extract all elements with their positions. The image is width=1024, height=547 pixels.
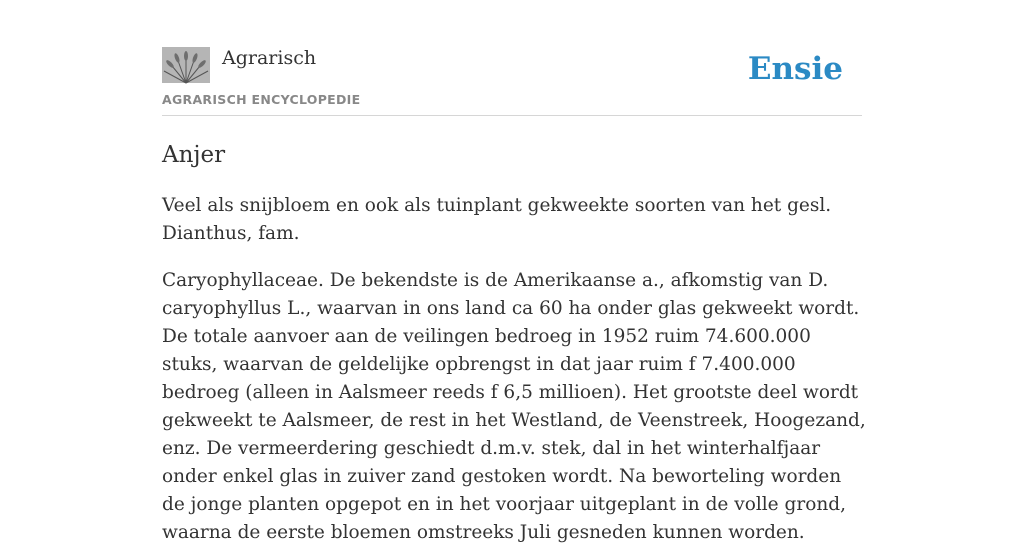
- source-name[interactable]: Agrarisch: [222, 47, 317, 69]
- brand-logo[interactable]: Ensie: [747, 51, 843, 87]
- content-column: [162, 0, 866, 543]
- article-title: Anjer: [162, 142, 226, 168]
- source-subtitle[interactable]: AGRARISCH ENCYCLOPEDIE: [162, 92, 361, 107]
- header: [162, 0, 862, 116]
- article-paragraph: Veel als snijbloem en ook als tuinplant gekweekte soorten van het gesl. Dianthus, fam.: [162, 195, 832, 244]
- wheat-engraving-icon[interactable]: [162, 47, 210, 83]
- article-paragraph: Caryophyllaceae. De bekendste is de Amerikaanse a., afkomstig van D. caryophyllus L., waarvan in ons land ca 60 ha onder glas gekweekt wordt. De totale aanvoer aan de veilingen bedroeg in 1952 ruim 74.600.000 stuks, waarvan de geldelijke opbrengst in dat jaar ruim f 7.400.000 bedroeg (alleen in Aalsmeer reeds f 6,5 millioen). Het grootste deel wordt gekweekt te Aalsmeer, de rest in het Westland, de Veenstreek, Hoogezand, enz. De vermeerdering geschiedt d.m.v. stek, dal in het winterhalfjaar onder enkel glas in zuiver zand gestoken wordt. Na beworteling worden de jonge planten opgepot en in het voorjaar uitgeplant in de volle grond, waarna de eerste bloemen omstreeks Juli gesneden kunnen worden.: [162, 270, 866, 543]
